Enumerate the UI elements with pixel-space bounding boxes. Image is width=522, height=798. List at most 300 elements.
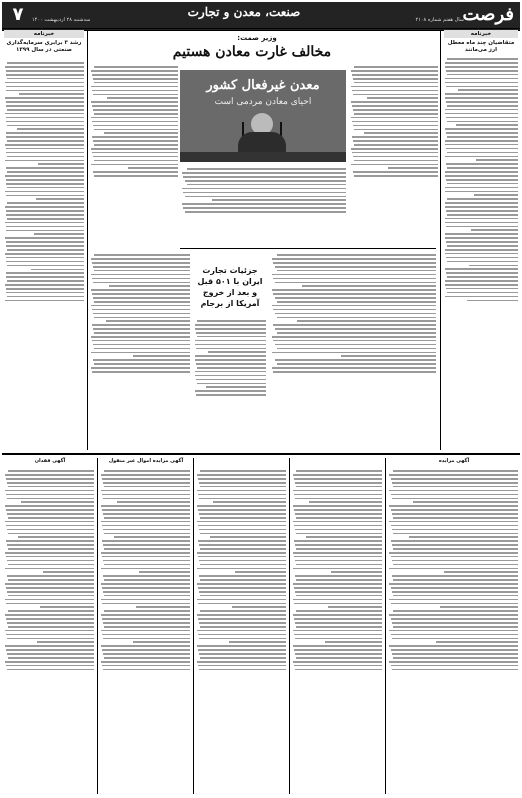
text-line bbox=[447, 121, 518, 123]
text-line bbox=[103, 622, 190, 624]
text-line bbox=[6, 587, 94, 589]
text-line bbox=[294, 525, 382, 527]
text-line bbox=[38, 163, 84, 165]
text-line bbox=[104, 486, 190, 488]
ad-heading: آگهی مزایده bbox=[438, 458, 470, 464]
text-line bbox=[391, 556, 518, 558]
text-line bbox=[91, 367, 190, 369]
text-line bbox=[93, 282, 190, 284]
text-line bbox=[103, 591, 190, 593]
text-line bbox=[6, 101, 84, 103]
text-line bbox=[101, 614, 190, 616]
text-line bbox=[446, 226, 518, 228]
text-line bbox=[91, 101, 178, 103]
text-line bbox=[104, 579, 190, 581]
text-line bbox=[199, 575, 286, 577]
text-line bbox=[392, 591, 518, 593]
text-line bbox=[128, 167, 178, 169]
text-line bbox=[446, 288, 518, 290]
text-line bbox=[6, 276, 84, 278]
sidebar-left-label: خبرنامه bbox=[4, 30, 84, 38]
text-line bbox=[7, 498, 94, 500]
text-line bbox=[197, 552, 286, 554]
text-line bbox=[277, 363, 436, 365]
text-line bbox=[94, 363, 190, 365]
text-line bbox=[5, 175, 84, 177]
text-line bbox=[273, 324, 436, 326]
text-line bbox=[391, 634, 518, 636]
text-line bbox=[102, 556, 190, 558]
text-line bbox=[389, 645, 518, 647]
text-line bbox=[92, 309, 190, 311]
text-line bbox=[101, 630, 190, 632]
text-line bbox=[103, 529, 190, 531]
text-line bbox=[7, 669, 94, 671]
text-line bbox=[93, 109, 178, 111]
text-line bbox=[293, 614, 382, 616]
text-line bbox=[295, 669, 382, 671]
text-line bbox=[200, 595, 286, 597]
text-line bbox=[101, 661, 190, 663]
text-line bbox=[8, 595, 94, 597]
text-line bbox=[6, 90, 84, 92]
text-line bbox=[445, 97, 518, 99]
text-line bbox=[5, 66, 84, 68]
text-line bbox=[275, 328, 436, 330]
text-line bbox=[197, 474, 286, 476]
text-line bbox=[5, 160, 84, 162]
text-line bbox=[114, 536, 190, 538]
text-line bbox=[272, 258, 436, 260]
text-line bbox=[200, 610, 286, 612]
text-line bbox=[94, 175, 178, 177]
text-line bbox=[36, 198, 84, 200]
text-line bbox=[446, 257, 518, 259]
text-line bbox=[198, 587, 286, 589]
text-line bbox=[354, 175, 438, 177]
text-line bbox=[389, 599, 518, 601]
text-line bbox=[389, 521, 518, 523]
text-line bbox=[445, 62, 518, 64]
photo-banner: معدن غیرفعال کشور bbox=[206, 78, 320, 93]
text-line bbox=[93, 125, 178, 127]
text-line bbox=[6, 148, 84, 150]
text-line bbox=[5, 645, 94, 647]
text-line bbox=[5, 144, 84, 146]
text-line bbox=[92, 121, 178, 123]
text-line bbox=[446, 86, 518, 88]
text-line bbox=[275, 344, 436, 346]
text-line bbox=[294, 634, 382, 636]
text-line bbox=[5, 583, 94, 585]
text-line bbox=[296, 595, 382, 597]
text-line bbox=[8, 657, 94, 659]
text-line bbox=[6, 226, 84, 228]
text-line bbox=[8, 470, 94, 472]
text-line bbox=[93, 313, 190, 315]
text-line bbox=[94, 129, 178, 131]
text-line bbox=[445, 113, 518, 115]
text-line bbox=[445, 144, 518, 146]
text-line bbox=[7, 218, 84, 220]
text-line bbox=[232, 606, 286, 608]
text-line bbox=[7, 560, 94, 562]
text-line bbox=[104, 533, 190, 535]
text-line bbox=[7, 62, 84, 64]
text-line bbox=[187, 184, 346, 186]
text-line bbox=[197, 630, 286, 632]
text-line bbox=[8, 548, 94, 550]
text-line bbox=[6, 70, 84, 72]
text-line bbox=[447, 276, 518, 278]
text-line bbox=[94, 160, 178, 162]
text-line bbox=[293, 599, 382, 601]
text-line bbox=[7, 280, 84, 282]
text-line bbox=[102, 634, 190, 636]
text-line bbox=[7, 171, 84, 173]
text-line bbox=[275, 266, 436, 268]
text-line bbox=[101, 645, 190, 647]
text-line bbox=[93, 328, 190, 330]
text-line bbox=[351, 86, 438, 88]
text-line bbox=[294, 478, 382, 480]
text-line bbox=[447, 214, 518, 216]
text-line bbox=[272, 289, 436, 291]
text-line bbox=[295, 575, 382, 577]
text-line bbox=[197, 583, 286, 585]
text-line bbox=[389, 583, 518, 585]
text-line bbox=[94, 144, 178, 146]
text-line bbox=[92, 152, 178, 154]
text-line bbox=[197, 383, 266, 385]
text-line bbox=[393, 533, 518, 535]
text-line bbox=[104, 548, 190, 550]
text-line bbox=[296, 517, 382, 519]
text-line bbox=[393, 548, 518, 550]
text-line bbox=[104, 517, 190, 519]
text-line bbox=[445, 82, 518, 84]
text-line bbox=[94, 66, 178, 68]
text-line bbox=[197, 568, 286, 570]
text-line bbox=[354, 113, 438, 115]
text-line bbox=[136, 606, 190, 608]
text-line bbox=[393, 470, 518, 472]
text-line bbox=[328, 606, 382, 608]
text-line bbox=[103, 669, 190, 671]
text-line bbox=[102, 649, 190, 651]
text-line bbox=[447, 167, 518, 169]
text-line bbox=[6, 86, 84, 88]
text-line bbox=[445, 109, 518, 111]
text-line bbox=[296, 486, 382, 488]
text-line bbox=[351, 117, 438, 119]
text-line bbox=[388, 167, 438, 169]
text-line bbox=[91, 117, 178, 119]
text-line bbox=[389, 490, 518, 492]
text-line bbox=[447, 261, 518, 263]
text-line bbox=[199, 529, 286, 531]
text-line bbox=[6, 245, 84, 247]
text-line bbox=[447, 136, 518, 138]
text-line bbox=[6, 257, 84, 259]
text-line bbox=[446, 148, 518, 150]
text-line bbox=[197, 490, 286, 492]
text-line bbox=[6, 603, 94, 605]
text-line bbox=[331, 571, 382, 573]
text-line bbox=[393, 595, 518, 597]
text-line bbox=[101, 521, 190, 523]
text-line bbox=[273, 293, 436, 295]
text-line bbox=[447, 105, 518, 107]
text-line bbox=[183, 207, 346, 209]
main-headline: مخالف غارت معادن هستیم bbox=[172, 44, 332, 60]
text-line bbox=[102, 540, 190, 542]
text-line bbox=[272, 336, 436, 338]
text-line bbox=[93, 344, 190, 346]
text-line bbox=[198, 618, 286, 620]
text-line bbox=[5, 97, 84, 99]
text-line bbox=[295, 498, 382, 500]
text-line bbox=[93, 78, 178, 80]
text-line bbox=[200, 470, 286, 472]
text-line bbox=[6, 288, 84, 290]
text-line bbox=[200, 564, 286, 566]
text-line bbox=[199, 560, 286, 562]
text-line bbox=[446, 70, 518, 72]
text-line bbox=[391, 618, 518, 620]
text-line bbox=[94, 348, 190, 350]
text-line bbox=[199, 513, 286, 515]
text-line bbox=[392, 653, 518, 655]
text-line bbox=[187, 168, 346, 170]
text-line bbox=[93, 156, 178, 158]
text-line bbox=[182, 203, 346, 205]
text-line bbox=[34, 233, 84, 235]
text-line bbox=[6, 195, 84, 197]
text-line bbox=[195, 390, 266, 392]
text-line bbox=[91, 289, 190, 291]
text-line bbox=[199, 669, 286, 671]
text-line bbox=[6, 618, 94, 620]
ad-column-1 bbox=[388, 468, 518, 794]
text-line bbox=[235, 571, 286, 573]
text-line bbox=[196, 379, 266, 381]
text-line bbox=[445, 175, 518, 177]
newspaper-logo: فرصت bbox=[462, 4, 514, 25]
text-line bbox=[389, 630, 518, 632]
text-line bbox=[389, 568, 518, 570]
sidebar-left-headline: رشد ۳ برابری سرمایه‌گذاری صنعتی در سال ۱۳۹۹ bbox=[6, 40, 82, 53]
text-line bbox=[92, 340, 190, 342]
text-line bbox=[273, 309, 436, 311]
text-line bbox=[197, 521, 286, 523]
text-line bbox=[391, 665, 518, 667]
text-line bbox=[198, 649, 286, 651]
text-line bbox=[185, 196, 346, 198]
text-line bbox=[6, 105, 84, 107]
text-line bbox=[195, 328, 266, 330]
text-line bbox=[446, 163, 518, 165]
text-line bbox=[389, 505, 518, 507]
text-line bbox=[198, 540, 286, 542]
text-line bbox=[91, 305, 190, 307]
text-line bbox=[92, 136, 178, 138]
text-line bbox=[6, 634, 94, 636]
column-rule bbox=[289, 458, 290, 794]
text-line bbox=[195, 344, 266, 346]
text-line bbox=[199, 544, 286, 546]
text-line bbox=[354, 160, 438, 162]
text-line bbox=[6, 649, 94, 651]
text-line bbox=[273, 278, 436, 280]
text-line bbox=[445, 78, 518, 80]
text-line bbox=[5, 614, 94, 616]
text-line bbox=[293, 521, 382, 523]
text-line bbox=[353, 109, 438, 111]
text-line bbox=[102, 587, 190, 589]
text-line bbox=[447, 292, 518, 294]
text-line bbox=[5, 222, 84, 224]
text-line bbox=[197, 661, 286, 663]
text-line bbox=[103, 638, 190, 640]
text-line bbox=[7, 265, 84, 267]
text-line bbox=[102, 509, 190, 511]
text-line bbox=[353, 156, 438, 158]
text-line bbox=[353, 94, 438, 96]
text-line bbox=[229, 641, 286, 643]
text-line bbox=[392, 482, 518, 484]
text-line bbox=[7, 202, 84, 204]
page-number: ۷ bbox=[12, 4, 24, 25]
text-line bbox=[94, 254, 190, 256]
text-line bbox=[200, 548, 286, 550]
text-line bbox=[200, 517, 286, 519]
text-line bbox=[6, 210, 84, 212]
text-line bbox=[458, 89, 518, 91]
text-line bbox=[40, 606, 94, 608]
text-line bbox=[295, 638, 382, 640]
text-line bbox=[293, 490, 382, 492]
text-line bbox=[91, 86, 178, 88]
text-line bbox=[389, 474, 518, 476]
text-line bbox=[445, 206, 518, 208]
text-line bbox=[445, 156, 518, 158]
text-line bbox=[275, 282, 436, 284]
text-line bbox=[199, 498, 286, 500]
text-line bbox=[392, 622, 518, 624]
text-line bbox=[277, 317, 436, 319]
text-line bbox=[198, 556, 286, 558]
text-line bbox=[445, 237, 518, 239]
text-line bbox=[7, 544, 94, 546]
text-line bbox=[8, 579, 94, 581]
text-line bbox=[7, 187, 84, 189]
text-line bbox=[104, 657, 190, 659]
text-line bbox=[7, 575, 94, 577]
text-line bbox=[6, 152, 84, 154]
text-line bbox=[6, 540, 94, 542]
text-line bbox=[273, 262, 436, 264]
text-line bbox=[354, 144, 438, 146]
podium bbox=[180, 152, 346, 162]
text-line bbox=[351, 70, 438, 72]
text-line bbox=[352, 121, 438, 123]
text-line bbox=[5, 490, 94, 492]
text-line bbox=[295, 622, 382, 624]
text-line bbox=[445, 296, 518, 298]
text-line bbox=[294, 540, 382, 542]
text-line bbox=[391, 587, 518, 589]
text-line bbox=[6, 74, 84, 76]
text-line bbox=[294, 618, 382, 620]
text-line bbox=[469, 265, 518, 267]
text-line bbox=[467, 300, 518, 302]
text-line bbox=[91, 164, 178, 166]
text-line bbox=[440, 606, 518, 608]
text-line bbox=[447, 245, 518, 247]
text-line bbox=[7, 249, 84, 251]
text-line bbox=[101, 583, 190, 585]
text-line bbox=[94, 332, 190, 334]
text-line bbox=[199, 591, 286, 593]
text-line bbox=[275, 297, 436, 299]
text-line bbox=[446, 179, 518, 181]
text-line bbox=[446, 210, 518, 212]
text-line bbox=[104, 610, 190, 612]
box-rule bbox=[180, 248, 436, 249]
text-line bbox=[6, 665, 94, 667]
text-line bbox=[93, 171, 178, 173]
text-line bbox=[102, 603, 190, 605]
text-line bbox=[295, 560, 382, 562]
ad-column-2 bbox=[292, 468, 382, 794]
text-line bbox=[444, 571, 518, 573]
text-line bbox=[185, 211, 346, 213]
text-line bbox=[296, 610, 382, 612]
text-line bbox=[107, 97, 178, 99]
text-line bbox=[293, 568, 382, 570]
text-line bbox=[7, 140, 84, 142]
text-line bbox=[297, 320, 436, 322]
text-line bbox=[6, 556, 94, 558]
text-line bbox=[476, 159, 518, 161]
text-line bbox=[5, 521, 94, 523]
text-line bbox=[391, 478, 518, 480]
text-line bbox=[195, 371, 266, 373]
text-line bbox=[5, 630, 94, 632]
text-line bbox=[5, 599, 94, 601]
text-line bbox=[197, 367, 266, 369]
text-line bbox=[6, 179, 84, 181]
text-line bbox=[295, 653, 382, 655]
text-line bbox=[199, 622, 286, 624]
text-line bbox=[351, 101, 438, 103]
text-line bbox=[445, 284, 518, 286]
text-line bbox=[6, 525, 94, 527]
text-line bbox=[7, 125, 84, 127]
date-line: سه‌شنبه ۲۸ اردیبهشت ۱۴۰۰ bbox=[32, 17, 91, 23]
text-line bbox=[103, 575, 190, 577]
text-line bbox=[294, 494, 382, 496]
text-line bbox=[295, 529, 382, 531]
text-line bbox=[5, 191, 84, 193]
masthead bbox=[2, 2, 520, 31]
text-line bbox=[208, 351, 266, 353]
main-body-col4 bbox=[90, 64, 178, 244]
text-line bbox=[133, 355, 190, 357]
text-line bbox=[6, 494, 94, 496]
text-line bbox=[7, 156, 84, 158]
